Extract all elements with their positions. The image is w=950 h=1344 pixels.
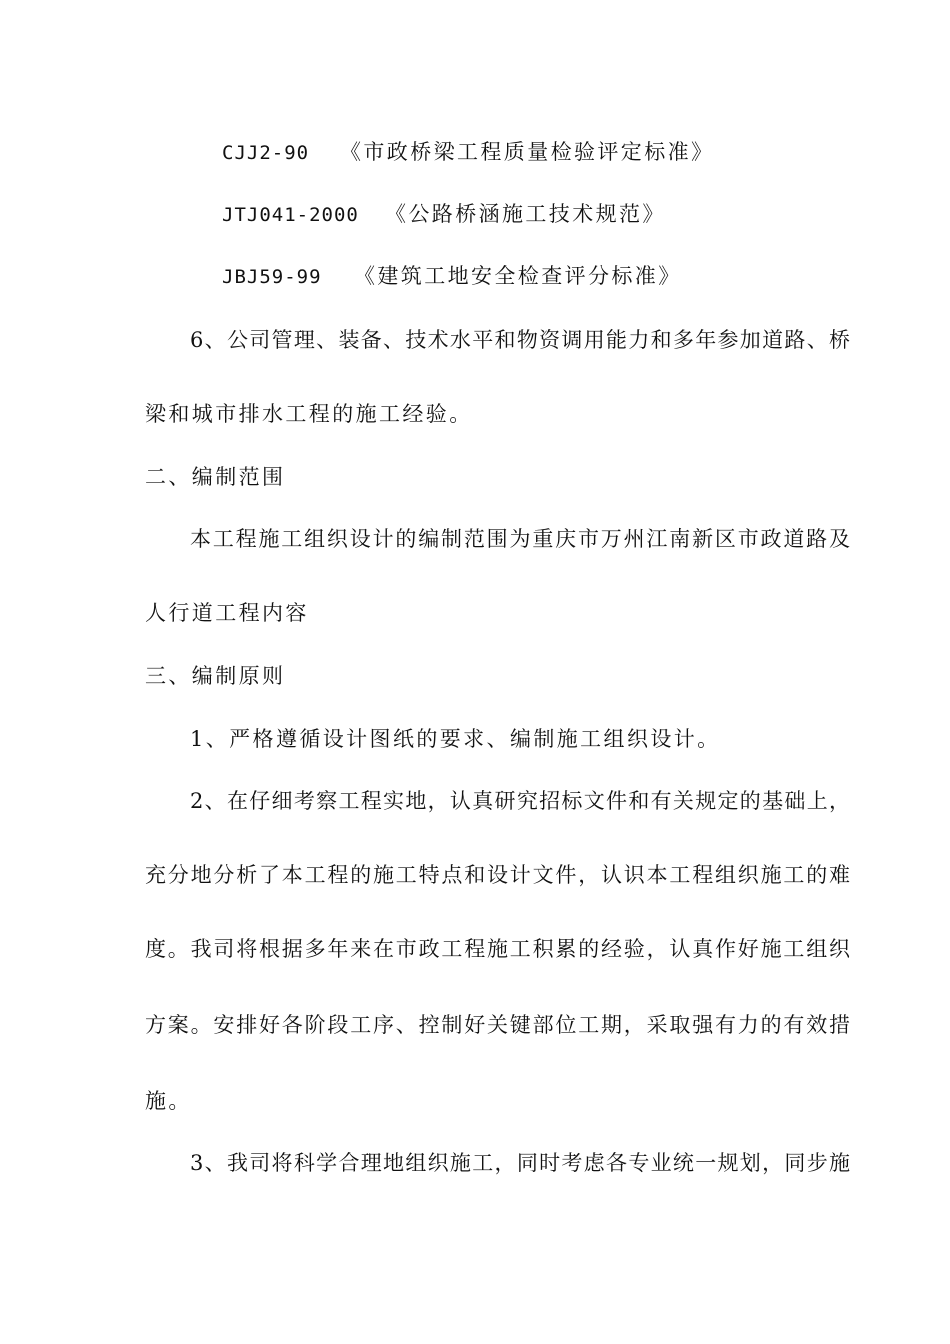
section-heading-principles: 三、编制原则 [145,664,286,688]
standard-title: 《公路桥涵施工技术规范》 [385,202,666,226]
standard-item-cjj2-90 [222,137,714,168]
principle-2-line-2: 充分地分析了本工程的施工特点和设计文件，认识本工程组织施工的难 [145,863,850,887]
principle-2-line-5: 施。 [145,1089,192,1113]
scope-paragraph-line-2: 人行道工程内容 [145,601,309,625]
item-6-line-1: 6、公司管理、装备、技术水平和物资调用能力和多年参加道路、桥 [190,328,850,352]
scope-paragraph-line-1: 本工程施工组织设计的编制范围为重庆市万州江南新区市政道路及 [190,527,850,551]
section-heading-scope: 二、编制范围 [145,465,286,489]
standard-item-jtj041-2000 [222,199,666,230]
principle-2-line-4: 方案。安排好各阶段工序、控制好关键部位工期，采取强有力的有效措 [145,1013,850,1037]
standard-title: 《建筑工地安全检查评分标准》 [354,264,682,288]
principle-2-line-3: 度。我司将根据多年来在市政工程施工积累的经验，认真作好施工组织 [145,937,850,961]
standard-title: 《市政桥梁工程质量检验评定标准》 [340,140,715,164]
standard-code: JBJ59-99 [222,266,322,288]
standard-code: CJJ2-90 [222,142,310,164]
standard-code: JTJ041-2000 [222,204,359,226]
item-6-line-2: 梁和城市排水工程的施工经验。 [145,402,473,426]
standard-item-jbj59-99 [222,261,682,292]
principle-1: 1、严格遵循设计图纸的要求、编制施工组织设计。 [190,727,721,751]
principle-2-line-1: 2、在仔细考察工程实地，认真研究招标文件和有关规定的基础上， [190,789,850,813]
principle-3-line-1: 3、我司将科学合理地组织施工，同时考虑各专业统一规划，同步施 [190,1151,850,1175]
